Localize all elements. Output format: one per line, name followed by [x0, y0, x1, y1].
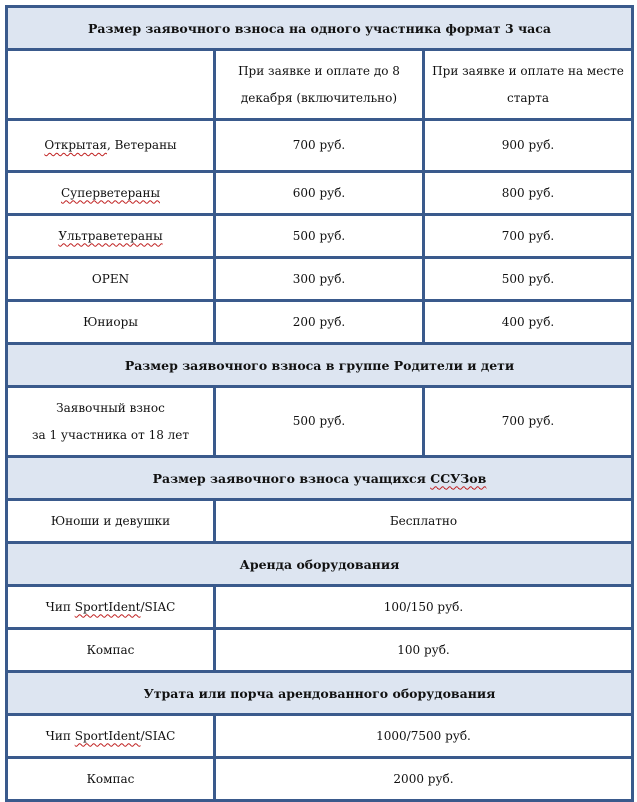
row-label-part: Открытая — [44, 138, 107, 152]
table-row — [7, 215, 633, 258]
early-payment-header: При заявке и оплате до 8 декабря (включительно) — [215, 50, 424, 120]
row-label — [7, 215, 215, 258]
row-label — [7, 120, 215, 172]
fee-cell: 100/150 руб. — [215, 586, 633, 629]
row-label-text: Ультраветераны — [58, 228, 163, 243]
fee-table — [5, 5, 634, 802]
early-fee-cell: 700 руб. — [215, 120, 424, 172]
students-section-title — [7, 457, 633, 500]
early-fee-cell: 500 руб. — [215, 215, 424, 258]
row-label: Юноши и девушки — [7, 500, 215, 543]
blank-header-cell — [7, 50, 215, 120]
row-label: Компас — [7, 758, 215, 801]
row-label-part: /SIAC — [140, 728, 176, 743]
title-row — [7, 7, 633, 50]
section-title-text: Размер заявочного взноса учащихся — [152, 470, 431, 486]
parents-section-title: Размер заявочного взноса в группе Родители и дети — [7, 344, 633, 387]
section-row — [7, 344, 633, 387]
row-label-part: Чип — [45, 599, 75, 614]
row-label — [7, 715, 215, 758]
table-row — [7, 629, 633, 672]
row-label-part: SportIdent — [74, 728, 141, 743]
onsite-fee-cell: 400 руб. — [424, 301, 633, 344]
section-row — [7, 543, 633, 586]
row-label-part: , Ветераны — [106, 138, 177, 152]
row-label-text: Суперветераны — [60, 185, 160, 200]
row-label: Компас — [7, 629, 215, 672]
table-row — [7, 120, 633, 172]
early-fee-cell: 300 руб. — [215, 258, 424, 301]
table-row — [7, 258, 633, 301]
table-row — [7, 500, 633, 543]
fee-cell: Бесплатно — [215, 500, 633, 543]
fee-cell: 1000/7500 руб. — [215, 715, 633, 758]
table-row — [7, 387, 633, 457]
section-row — [7, 457, 633, 500]
rental-section-title: Аренда оборудования — [7, 543, 633, 586]
row-label-line: Заявочный взнос — [56, 400, 165, 415]
row-label: Юниоры — [7, 301, 215, 344]
row-label — [7, 387, 215, 457]
table-row — [7, 301, 633, 344]
section-title-text: ССУЗов — [430, 470, 487, 486]
column-header-row — [7, 50, 633, 120]
early-fee-cell: 500 руб. — [215, 387, 424, 457]
row-label — [7, 586, 215, 629]
row-label-part: SportIdent — [74, 599, 141, 614]
onsite-fee-cell: 700 руб. — [424, 387, 633, 457]
onsite-fee-cell: 900 руб. — [424, 120, 633, 172]
early-fee-cell: 600 руб. — [215, 172, 424, 215]
row-label-line: за 1 участника от 18 лет — [31, 427, 190, 442]
table-row — [7, 172, 633, 215]
row-label: OPEN — [7, 258, 215, 301]
onsite-fee-cell: 500 руб. — [424, 258, 633, 301]
fee-cell: 100 руб. — [215, 629, 633, 672]
loss-section-title: Утрата или порча арендованного оборудования — [7, 672, 633, 715]
table-row — [7, 715, 633, 758]
onsite-fee-cell: 700 руб. — [424, 215, 633, 258]
table-row — [7, 758, 633, 801]
fee-cell: 2000 руб. — [215, 758, 633, 801]
early-fee-cell: 200 руб. — [215, 301, 424, 344]
section-row — [7, 672, 633, 715]
table-title: Размер заявочного взноса на одного участника формат 3 часа — [7, 7, 633, 50]
onsite-fee-cell: 800 руб. — [424, 172, 633, 215]
table-row — [7, 586, 633, 629]
row-label — [7, 172, 215, 215]
onsite-payment-header: При заявке и оплате на месте старта — [424, 50, 633, 120]
row-label-part: Чип — [45, 728, 75, 743]
row-label-part: /SIAC — [140, 599, 176, 614]
